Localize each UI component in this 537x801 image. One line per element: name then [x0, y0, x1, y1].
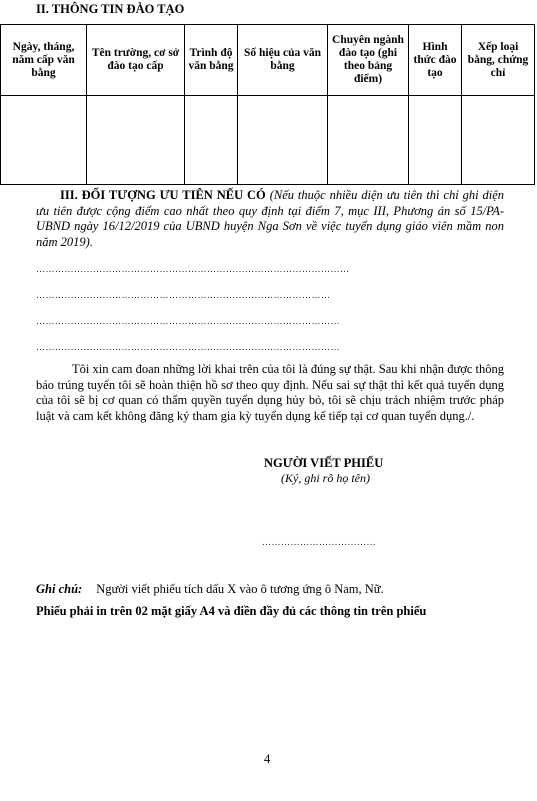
table-cell[interactable]	[462, 96, 535, 185]
signer-hint: (Ký, ghi rõ họ tên)	[281, 471, 370, 485]
priority-section	[36, 188, 504, 250]
priority-fill-line[interactable]: ……………………………………………………………………………………	[36, 316, 340, 326]
footer-note-label: Ghi chú:	[36, 582, 83, 596]
column-header-date: Ngày, tháng, năm cấp văn bằng	[1, 25, 87, 96]
footer-note	[36, 582, 384, 597]
training-table	[0, 24, 535, 185]
training-table-header-row	[1, 25, 535, 96]
table-cell[interactable]	[328, 96, 409, 185]
training-section-heading: II. THÔNG TIN ĐÀO TẠO	[36, 2, 185, 16]
commitment-paragraph: Tôi xin cam đoan những lời khai trên của tôi là đúng sự thật. Sau khi nhận được thông báo trúng tuyển tôi sẽ hoàn thiện hồ sơ theo quy định. Nếu sai sự thật thì kết quả tuyển dụng của tôi sẽ bị cơ quan có thẩm quyền tuyển dụng hủy bỏ, tôi sẽ chịu trách nhiệm trước pháp luật và cam kết không đăng ký tham gia kỳ tuyển dụng kế tiếp tại cơ quan tuyển dụng./.	[36, 362, 504, 423]
signer-title: NGƯỜI VIẾT PHIẾU	[264, 456, 384, 470]
table-row	[1, 96, 535, 185]
column-header-major: Chuyên ngành đào tạo (ghi theo bảng điểm)	[328, 25, 409, 96]
print-instruction: Phiếu phải in trên 02 mặt giấy A4 và điền đầy đủ các thông tin trên phiếu	[36, 604, 427, 618]
priority-section-heading: III. ĐỐI TƯỢNG ƯU TIÊN NẾU CÓ	[60, 188, 266, 202]
priority-fill-line[interactable]: ……………………………………………………………………………………	[36, 342, 340, 352]
column-header-rank: Xếp loại bằng, chứng chỉ	[462, 25, 535, 96]
table-cell[interactable]	[1, 96, 87, 185]
signature-line[interactable]: ………………………………	[262, 537, 376, 547]
priority-fill-line[interactable]: …………………………………………………………………………………	[36, 290, 331, 300]
column-header-degree-level: Trình độ văn bằng	[185, 25, 238, 96]
table-cell[interactable]	[87, 96, 185, 185]
priority-fill-line[interactable]: ………………………………………………………………………………………	[36, 264, 350, 274]
footer-note-text: Người viết phiếu tích dấu X vào ô tương ứng ô Nam, Nữ.	[96, 582, 384, 596]
table-cell[interactable]	[238, 96, 328, 185]
column-header-degree-number: Số hiệu của văn bằng	[238, 25, 328, 96]
priority-section-note: (Nếu thuộc nhiều diện ưu tiên thì chỉ ghi diện ưu tiên được cộng điểm cao nhất theo quy định tại điểm 7, mục III, Phương án số 15/PA-UBND ngày 16/12/2019 của UBND huyện Nga Sơn về việc tuyển dụng giáo viên mầm non năm 2019).	[36, 188, 505, 249]
column-header-form: Hình thức đào tạo	[409, 25, 462, 96]
table-cell[interactable]	[409, 96, 462, 185]
page-number: 4	[264, 752, 271, 766]
table-cell[interactable]	[185, 96, 238, 185]
column-header-school: Tên trường, cơ sở đào tạo cấp	[87, 25, 185, 96]
